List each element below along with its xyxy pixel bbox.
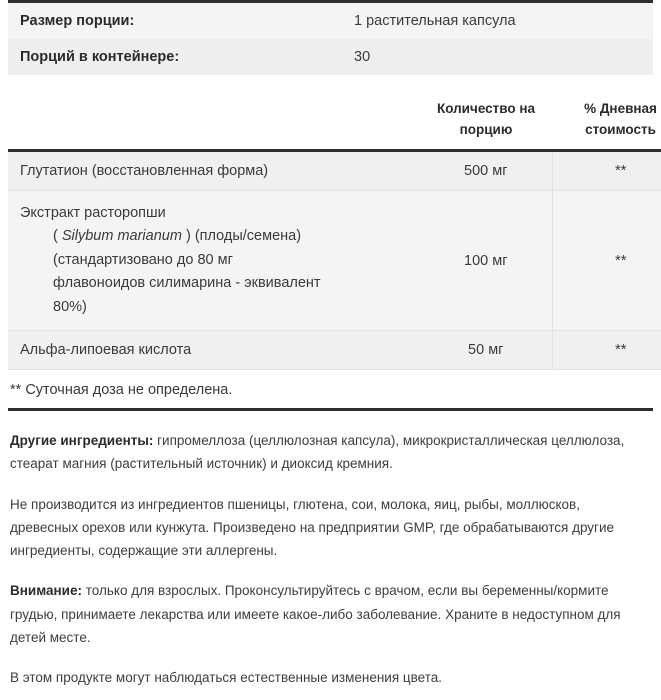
other-ingredients-paragraph [10, 429, 651, 475]
column-header-dv-line1: % Дневная [584, 101, 657, 116]
table-row [8, 190, 661, 330]
table-row [8, 39, 653, 75]
ingredient-name-line-4: флавоноидов силимарина - эквивалент [53, 275, 321, 292]
ingredient-name: Альфа-липоевая кислота [8, 331, 420, 370]
column-header-name [8, 95, 420, 150]
ingredient-daily-value: ** [552, 190, 661, 330]
column-header-daily-value [552, 95, 661, 150]
serving-size-value: 1 растительная капсула [354, 13, 516, 29]
supplement-facts-table [8, 95, 661, 408]
table-footnote-row [8, 370, 661, 409]
ingredient-name-line-2 [20, 225, 408, 248]
column-header-dv-line2: стоимость [585, 121, 656, 137]
ingredient-name [8, 190, 420, 330]
ingredient-name-line-3: (стандартизовано до 80 мг [53, 251, 233, 268]
latin-binomial: Silybum marianum [61, 228, 182, 245]
ingredient-amount: 500 мг [420, 150, 552, 190]
ingredient-name-line-1: Экстракт расторопши [20, 204, 166, 221]
servings-per-container-label: Порций в контейнере: [20, 49, 180, 65]
table-row [8, 331, 661, 370]
serving-info-table [8, 0, 653, 75]
other-ingredients-label: Другие ингредиенты: [10, 433, 154, 449]
label-notes [8, 411, 653, 689]
table-header-row [8, 95, 661, 150]
warning-label: Внимание: [10, 583, 82, 599]
column-header-amount-line1: Количество на [436, 101, 536, 116]
column-header-amount-per-serving [420, 95, 552, 150]
other-ingredients-text: гипромеллоза (целлюлозная капсула), микрокристаллическая целлюлоза, стеарат магния (растительный источник) и диоксид кремния. [10, 433, 625, 472]
ingredient-daily-value: ** [552, 331, 661, 370]
ingredient-amount: 100 мг [420, 190, 552, 330]
latin-paren-open: ( [53, 228, 62, 245]
latin-paren-close: ) (плоды/семена) [181, 228, 302, 245]
ingredient-amount: 50 мг [420, 331, 552, 370]
warning-text: только для взрослых. Проконсультируйтесь с врачом, если вы беременны/кормите грудью, принимаете лекарства или имеете какое-либо заболевание. Храните в недоступном для детей месте. [10, 583, 621, 645]
allergen-paragraph: Не производится из ингредиентов пшеницы, глютена, сои, молока, яиц, рыбы, моллюсков, древесных орехов или кунжута. Произведено на предприятии GMP, где обрабатываются другие ингредиенты, содержащие эти аллергены. [10, 496, 615, 559]
ingredient-name-lines [20, 202, 408, 319]
daily-value-footnote: ** Суточная доза не определена. [8, 370, 661, 409]
table-row [8, 150, 661, 190]
ingredient-daily-value: ** [552, 150, 661, 190]
serving-size-label: Размер порции: [20, 13, 135, 29]
table-row [8, 2, 653, 40]
ingredient-name: Глутатион (восстановленная форма) [8, 150, 420, 190]
table-spacer [8, 75, 653, 95]
warning-paragraph [10, 579, 651, 649]
ingredient-name-line-5: 80%) [53, 298, 87, 315]
servings-per-container-value: 30 [354, 49, 371, 65]
column-header-amount-line2: порцию [459, 121, 513, 137]
color-variation-paragraph: В этом продукте могут наблюдаться естественные изменения цвета. [10, 670, 443, 686]
